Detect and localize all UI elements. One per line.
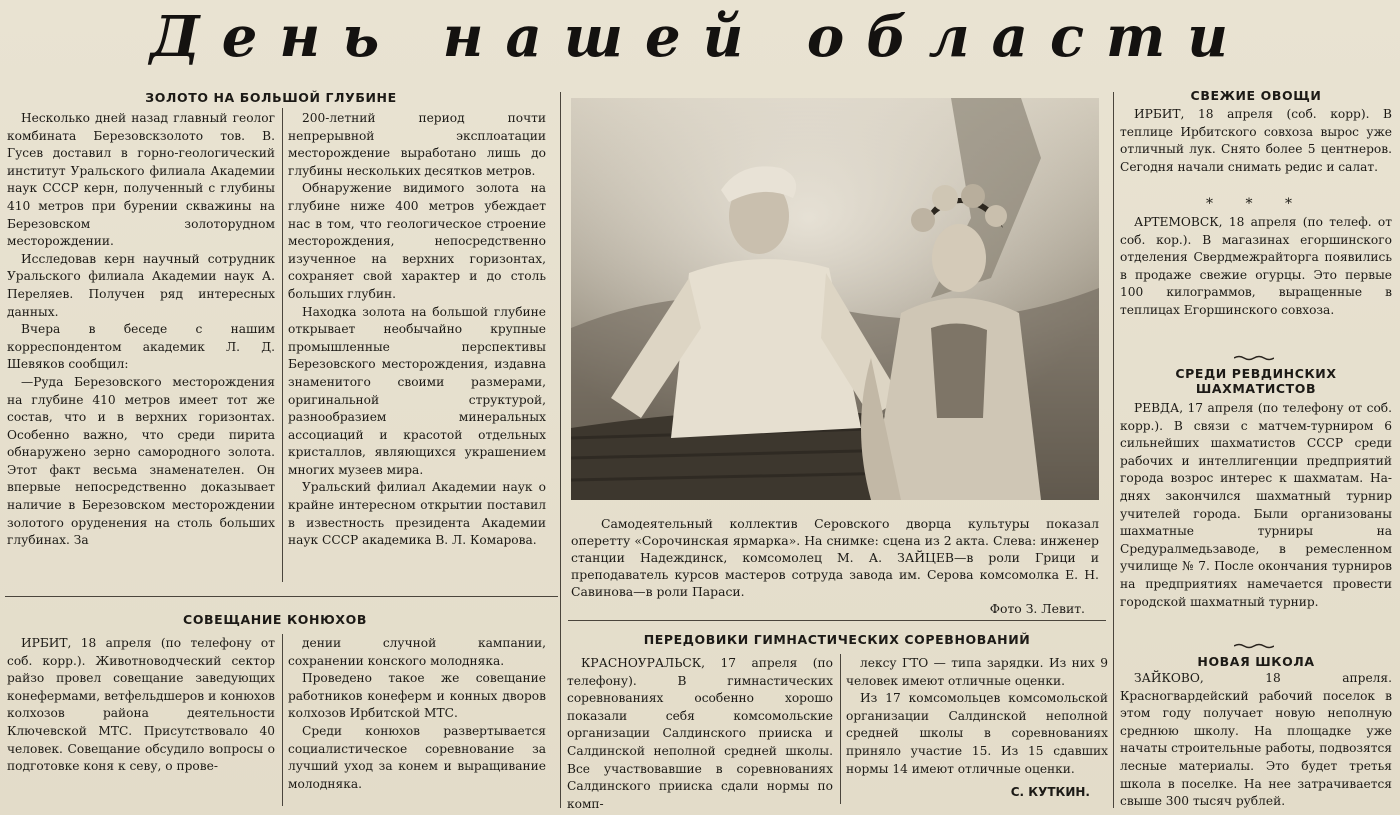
column-rule [1113,92,1114,808]
chess-headline-line2: ШАХМАТИСТОВ [1195,381,1317,396]
school-headline: НОВАЯ ШКОЛА [1197,654,1315,669]
column-rule [282,634,283,806]
column-rule [840,654,841,804]
paragraph: ЗАЙКОВО, 18 апреля. Красногвардейский рабочий поселок в этом году получает новую неполную среднюю школу. На площадке уже начаты строительные работы, подвозятся лесные материалы. Это будет третья школа в поселке. На нее затрачивается свыше 300 тысяч рублей. [1120,671,1392,809]
vegetables-divider: * * * [1206,196,1306,212]
photo-credit: Фото З. Левит. [989,601,1085,616]
vegetables-headline: СВЕЖИЕ ОВОЩИ [1190,88,1322,103]
school-text [1120,670,1392,811]
paragraph: Вчера в беседе с нашим корреспондентом академик Л. Д. Шевяков сообщил: [7,322,275,372]
paragraph: ИРБИТ, 18 апреля (соб. корр). В теплице Ирбитского совхоза вырос уже отличный лук. Снято более 5 центнеров. Сегодня начали снимать редис и салат. [1120,107,1392,174]
paragraph: дении случной кампании, сохранении конского молодняка. [288,636,546,668]
section-rule [568,620,1106,621]
paragraph: Находка золота на большой глубине открывает необычайно крупные промышленные перспективы Березовского месторождения, издавна знаменитого своими размерами, оригинальной структурой, разнообразием минеральных ассоциаций и красотой отдельных кристаллов, являющихся украшением многих музеев мира. [288,304,546,477]
section-rule [5,596,558,597]
paragraph: Исследовав керн научный сотрудник Уральского филиала Академии наук А. Переляев. Получен ряд интересных данных. [7,251,275,319]
vegetables-p2 [1120,214,1392,320]
conference-col2 [288,635,546,793]
gold-col1 [7,110,275,550]
paragraph: ИРБИТ, 18 апреля (по телефону от соб. корр.). Животноводческий сектор райзо провел совещание заведующих конефермами, ветфельдшеров и конюхов колхозов района деятельности Ключевской МТС. Присутствовало 40 человек. Совещание обсудило вопросы о подготовке коня к севу, о прове- [7,636,275,774]
paragraph: —Руда Березовского месторождения на глубине 410 метров имеет тот же состав, что и в верхних горизонтах. Особенно важно, что среди пирита обнаружено зерно самородного золота. Этот факт весьма знаменателен. Он впервые непосредственно доказывает наличие в Березовском месторождении золотого оруденения на столь больших глубинах. За [7,374,275,548]
wave-divider [1234,643,1274,649]
theatre-photo [571,98,1099,500]
gymnastics-col2 [846,655,1108,778]
conference-col1 [7,635,275,776]
gymnastics-col1 [567,655,833,813]
paragraph: Уральский филиал Академии наук о крайне интересном открытии поставил в известность президента Академии наук СССР академика В. Л. Комарова. [288,480,546,548]
gymnastics-headline: ПЕРЕДОВИКИ ГИМНАСТИЧЕСКИХ СОРЕВНОВАНИЙ [643,632,1031,647]
paragraph: Проведено такое же совещание работников конеферм и конных дворов колхозов Ирбитской МТС. [288,671,546,721]
page-banner-title: День нашей области [149,4,1251,70]
column-rule [560,92,561,808]
gymnastics-signature: С. КУТКИН. [1010,785,1090,799]
paragraph: Среди конюхов развертывается социалистическое соревнование за лучший уход за конем и выращивание молодняка. [288,723,546,791]
paragraph: 200-летний период почти непрерывной эксплоатации месторождение выработано лишь до глубины нескольких десятков метров. [288,111,546,178]
chess-headline-line1: СРЕДИ РЕВДИНСКИХ [1175,366,1337,381]
chess-text [1120,400,1392,611]
paragraph: Обнаружение видимого золота на глубине ниже 400 метров убеждает нас в том, что геологическое строение месторождения, непосредственно изученное на верхних горизонтах, сохраняет свой характер и до столь больших глубин. [288,181,546,301]
paragraph: КРАСНОУРАЛЬСК, 17 апреля (по телефону). В гимнастических соревнованиях особенно хорошо показали себя комсомольские организации Салдинского прииска и Салдинской неполной средней школы. Все участвовавшие в соревнованиях Салдинского прииска сдали нормы по комп- [567,656,833,811]
paragraph: Несколько дней назад главный геолог комбината Березовскзолото тов. В. Гусев доставил в горно-геологический институт Уральского филиала Академии наук СССР керн, полученный с глубины 410 метров при бурении скважины на Березовском золоторудном месторождении. [7,111,275,249]
paragraph: РЕВДА, 17 апреля (по телефону от соб. корр.). В связи с матчем-турниром 6 сильнейших шахматистов СССР среди рабочих и интеллигенции предприятий города возрос интерес к шахматам. На-днях закончился шахматный турнир учителей города. Были организованы шахматные турниры на Средуралмедьзаводе, в ремесленном училище № 7. После окончания турниров на предприятиях намечается провести городской шахматный турнир. [1120,401,1392,609]
gold-headline: ЗОЛОТО НА БОЛЬШОЙ ГЛУБИНЕ [145,90,397,105]
vegetables-p1 [1120,106,1392,176]
photo-caption-block [571,515,1099,617]
wave-divider [1234,355,1274,361]
paragraph: АРТЕМОВСК, 18 апреля (по телеф. от соб. кор.). В магазинах егоршинского отделения Свердмежрайторга появились в продаже свежие огурцы. Это первые 100 килограммов, выращенные в теплицах Егоршинского совхоза. [1120,215,1392,317]
paragraph: Из 17 комсомольцев комсомольской организации Салдинской неполной средней школы в соревнованиях приняло участие 15. Из 15 сдавших нормы 14 имеют отличные оценки. [846,691,1108,776]
photo-caption: Самодеятельный коллектив Серовского дворца культуры показал оперетту «Сорочинская ярмарка». На снимке: сцена из 2 акта. Слева: инженер станции Надеждинск, комсомолец М. А. ЗАЙЦЕВ—в роли Грици и преподаватель курсов мастеров сотруда завода им. Серова комсомолка Е. Н. Савинова—в роли Параси. [571,516,1099,599]
paragraph: лексу ГТО — типа зарядки. Из них 9 человек имеют отличные оценки. [846,656,1108,688]
conference-headline: СОВЕЩАНИЕ КОНЮХОВ [183,612,367,627]
column-rule [282,108,283,582]
gold-col2 [288,110,546,550]
